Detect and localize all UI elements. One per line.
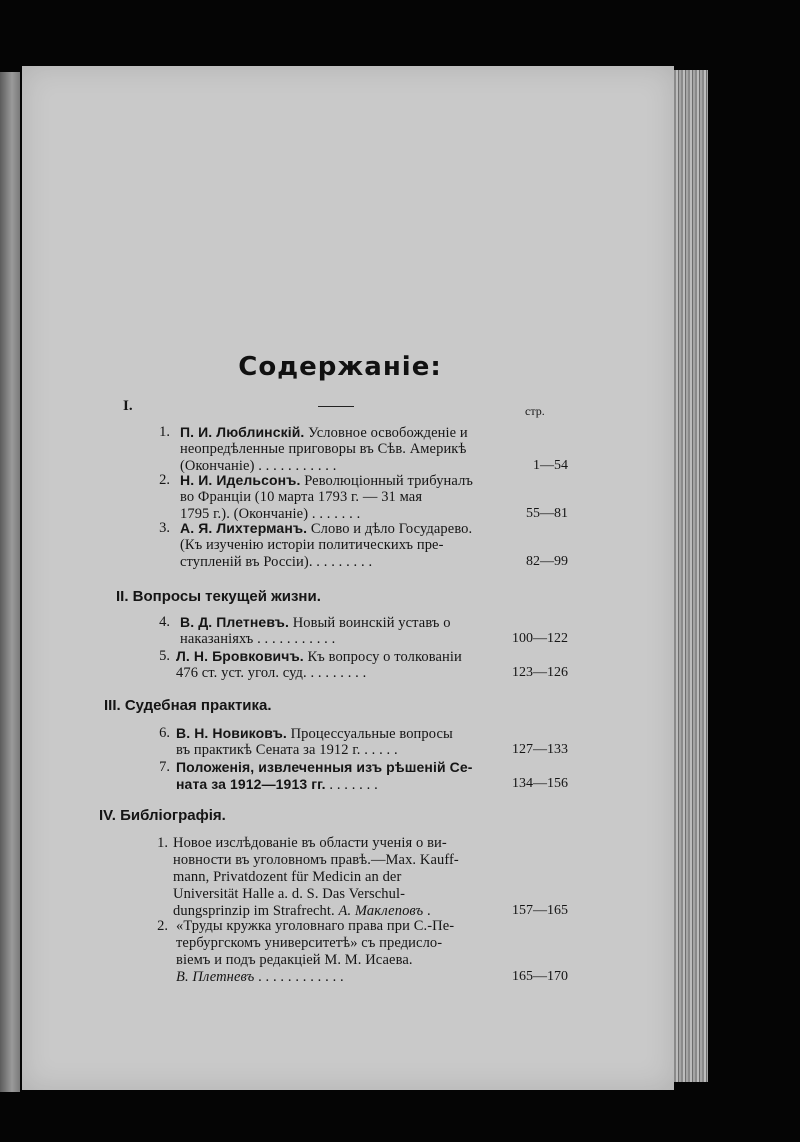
entry-number: 6. — [159, 725, 170, 741]
entry-line: въ практикѣ Сената за 1912 г. . . . . . — [176, 742, 398, 758]
entry-line: наказаніяхъ . . . . . . . . . . . — [180, 631, 336, 647]
entry-pages: 82—99 — [526, 554, 568, 569]
entry-line: во Франціи (10 марта 1793 г. — 31 мая — [180, 489, 423, 505]
entry-line: віемъ и подъ редакціей М. М. Исаева. — [176, 952, 413, 968]
entry-line: неопредѣленные приговоры въ Сѣв. Америкѣ — [180, 441, 467, 457]
entry-line — [176, 725, 453, 743]
entry-pages: 157—165 — [512, 903, 568, 918]
entry-line: «Труды кружка уголовнаго права при С.-Пе- — [176, 918, 455, 934]
entry-line: (Къ изученію исторіи политическихъ пре- — [180, 537, 444, 553]
entry-line: mann, Privatdozent für Medicin an der — [173, 869, 402, 885]
entry-number: 1. — [159, 424, 170, 440]
left-page-edge — [0, 72, 20, 1092]
entry-text-bold: ната за 1912—1913 гг. — [176, 776, 326, 792]
entry-text: Слово и дѣло Государево. — [307, 521, 473, 537]
page-title: Содержаніе: — [238, 352, 442, 382]
entry-line: Universität Halle a. d. S. Das Verschul- — [173, 886, 406, 902]
entry-line — [180, 472, 473, 490]
entry-dots: . — [423, 903, 431, 919]
section-title-1: I. — [123, 398, 133, 414]
entry-dots: . . . . . . . — [325, 777, 378, 793]
entry-line: 1795 г.). (Окончаніе) . . . . . . . — [180, 506, 361, 522]
entry-line: Новое изслѣдованіе въ области ученія о ви- — [173, 835, 447, 851]
entry-number: 7. — [159, 759, 170, 775]
entry-text: Новый воинскій уставъ о — [288, 615, 451, 631]
entry-text: Процессуальные вопросы — [286, 726, 453, 742]
entry-reviewer: А. Маклеповъ — [338, 903, 424, 919]
entry-number: 2. — [157, 918, 168, 934]
entry-line: 476 ст. уст. угол. суд. . . . . . . . . — [176, 665, 367, 681]
entry-line — [176, 969, 344, 986]
entry-number: 2. — [159, 472, 170, 488]
entry-author: В. Д. Плетневъ. — [180, 614, 289, 630]
pages-column-label: стр. — [525, 404, 545, 418]
entry-pages: 100—122 — [512, 631, 568, 646]
entry-dots: . . . . . . . . . . . . — [254, 969, 344, 985]
entry-pages: 134—156 — [512, 776, 568, 791]
entry-pages: 127—133 — [512, 742, 568, 757]
entry-number: 3. — [159, 520, 170, 536]
entry-line — [176, 776, 378, 794]
entry-author: Н. И. Идельсонъ. — [180, 472, 301, 488]
entry-text: Революціонный трибуналъ — [300, 473, 474, 489]
entry-line: (Окончаніе) . . . . . . . . . . . — [180, 458, 337, 474]
entry-author: П. И. Люблинскій. — [180, 424, 305, 440]
entry-text: Къ вопросу о толкованіи — [303, 649, 462, 665]
entry-pages: 123—126 — [512, 665, 568, 680]
entry-line — [176, 759, 473, 777]
entry-author: В. Н. Новиковъ. — [176, 725, 287, 741]
entry-pages: 1—54 — [533, 458, 568, 473]
entry-author: Положенія, извлеченныя изъ рѣшеній Се- — [176, 759, 473, 775]
entry-pages: 55—81 — [526, 506, 568, 521]
entry-reviewer: В. Плетневъ — [176, 969, 255, 985]
entry-line: ступленій въ Россіи). . . . . . . . . — [180, 554, 373, 570]
entry-pages: 165—170 — [512, 969, 568, 984]
section-title-4: IV. Библіографія. — [99, 807, 226, 824]
entry-line: новности въ уголовномъ правѣ.—Max. Kauff- — [173, 852, 459, 868]
entry-line — [180, 520, 472, 538]
entry-line — [180, 614, 451, 632]
section-title-2: II. Вопросы текущей жизни. — [116, 588, 321, 605]
entry-author: Л. Н. Бровковичъ. — [176, 648, 304, 664]
section-title-3: III. Судебная практика. — [104, 697, 272, 714]
entry-line — [180, 424, 468, 442]
entry-line — [176, 648, 462, 666]
divider-rule — [318, 406, 354, 407]
entry-text: Условное освобожденіе и — [304, 425, 468, 441]
right-page-edges — [674, 70, 708, 1082]
entry-line: тербургскомъ университетѣ» съ предисло- — [176, 935, 443, 951]
entry-author: А. Я. Лихтерманъ. — [180, 520, 308, 536]
entry-number: 4. — [159, 614, 170, 630]
entry-number: 5. — [159, 648, 170, 664]
entry-text: dungsprinzip im Strafrecht. — [173, 903, 339, 919]
entry-number: 1. — [157, 835, 168, 851]
